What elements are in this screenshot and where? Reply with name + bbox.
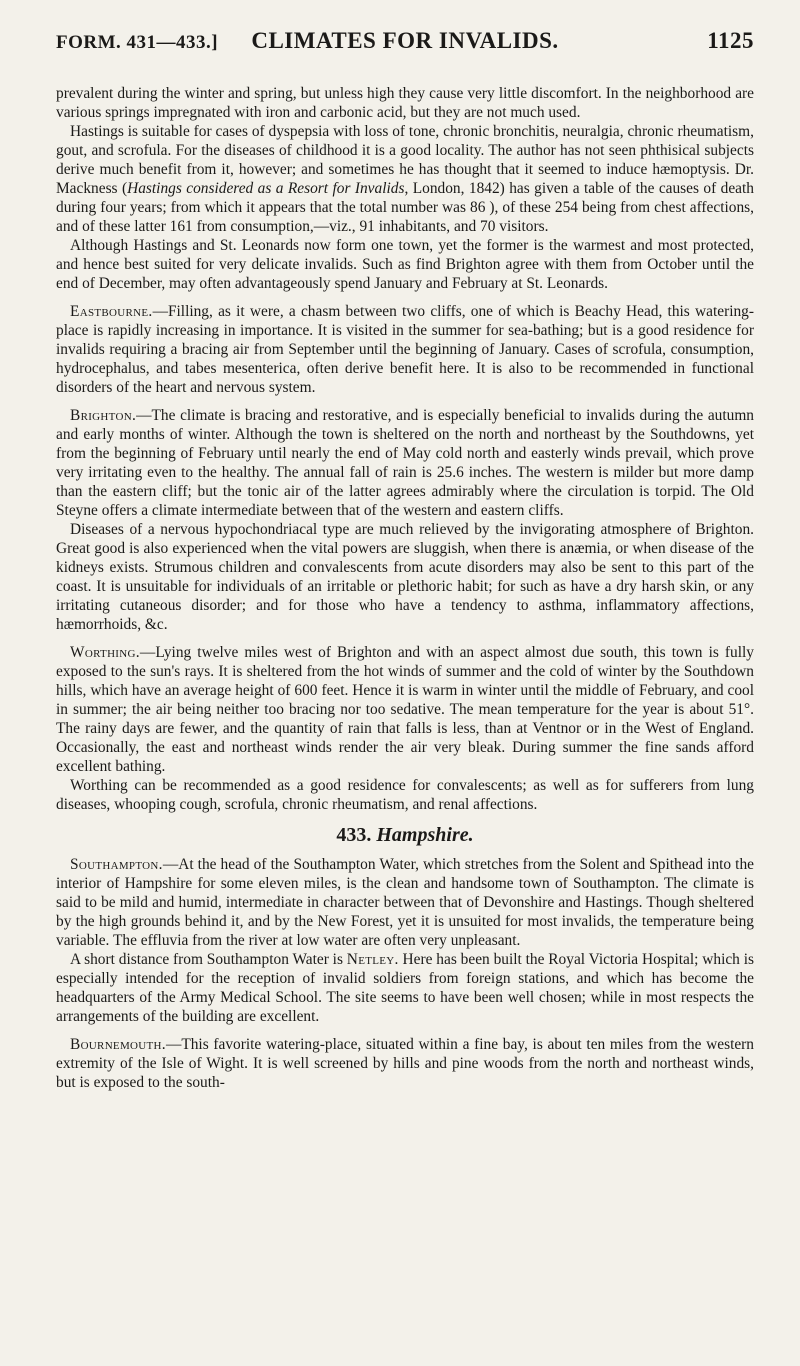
section-name: Hampshire. (376, 824, 474, 846)
hastings-text-a: Hastings is suitable for cases of dyspepsia with loss of tone, chronic bronchitis, neuralgia, chronic rheumatism, gout, and scrofula. For the diseases of childhood it is a good locality. The author has not seen phthisical subjects derive much benefit from it, however; and sometimes he has thought that it seemed to induce hæmoptysis. Dr. Mackness ( (56, 123, 754, 197)
worthing-heading: Worthing. (70, 644, 140, 661)
hastings-text-b: , London, 1842) has given a table of the causes of death during four years; from which it appears that the total number was 86 ), of these 254 being from chest affections, and of these latter 161 from consumption,—viz., 91 inhabitants, and 70 visitors. (56, 180, 754, 235)
hastings-citation: Hastings considered as a Resort for Invalids (127, 180, 405, 197)
netley-name: Netley. (346, 951, 399, 968)
paragraph-worthing-recommend: Worthing can be recommended as a good residence for convalescents; as well as for sufferers from lung diseases, whooping cough, scrofula, chronic rheumatism, and renal affections. (56, 777, 754, 813)
paragraph-bournemouth (56, 1035, 754, 1092)
eastbourne-text: —Filling, as it were, a chasm between two cliffs, one of which is Beachy Head, this watering-place is rapidly increasing in importance. It is visited in the summer for sea-bathing; but is a good residence for invalids requiring a bracing air from September until the beginning of January. Cases of scrofula, consumption, hydrocephalus, and tabes mesenterica, often derive benefit here. It is also to be recommended in functional disorders of the heart and nervous system. (56, 303, 754, 396)
header-form-range: FORM. 431—433.] (56, 32, 219, 53)
paragraph-southampton (56, 855, 754, 950)
header-page-number: 1125 (707, 28, 754, 53)
worthing-text: —Lying twelve miles west of Brighton and with an aspect almost due south, this town is fully exposed to the sun's rays. It is sheltered from the hot winds of summer and the cold of winter by the Southdown hills, which have an average height of 600 feet. Hence it is warm in winter until the middle of February, and cool in summer; the air being neither too bracing nor too sedative. The mean temperature for the year is about 51°. The rainy days are fewer, and the quantity of rain that falls is less, than at Ventnor or in the West of England. Occasionally, the east and northeast winds render the air very bleak. During summer the fine sands afford excellent bathing. (56, 644, 754, 775)
paragraph-brighton (56, 406, 754, 520)
paragraph-st-leonards: Although Hastings and St. Leonards now form one town, yet the former is the warmest and most protected, and hence best suited for very delicate invalids. Such as find Brighton agree with them from October until the end of December, may often advantageously spend January and February at St. Leonards. (56, 237, 754, 292)
paragraph-continuation: prevalent during the winter and spring, but unless high they cause very little discomfort. In the neighborhood are various springs impregnated with iron and carbonic acid, but they are not much used. (56, 85, 754, 121)
paragraph-worthing (56, 643, 754, 776)
paragraph-eastbourne (56, 302, 754, 397)
section-number: 433. (336, 824, 372, 846)
brighton-heading: Brighton. (70, 407, 137, 424)
paragraph-brighton-diseases: Diseases of a nervous hypochondriacal type are much relieved by the invigorating atmosphere of Brighton. Great good is also experienced when the vital powers are sluggish, when there is anæmia, or when disease of the kidneys exists. Strumous children and convalescents from acute disorders may also be sent to this part of the coast. It is unsuitable for individuals of an irritable or plethoric habit; for such as have a dry harsh skin, or any irritating cutaneous disorder; and for those who have a tendency to asthma, inflammatory affections, hæmorrhoids, &c. (56, 521, 754, 633)
netley-text-b: Here has been built the Royal Victoria Hospital; which is especially intended for the reception of invalid soldiers from foreign stations, and which has become the headquarters of the Army Medical School. The site seems to have been well chosen; while in most respects the arrangements of the building are excellent. (56, 951, 754, 1025)
netley-text-a: A short distance from Southampton Water is (70, 951, 347, 968)
bournemouth-text: —This favorite watering-place, situated within a fine bay, is about ten miles from the western extremity of the Isle of Wight. It is well screened by hills and pine woods from the north and northeast winds, but is exposed to the south- (56, 1036, 754, 1091)
paragraph-netley (56, 950, 754, 1026)
bournemouth-heading: Bournemouth. (70, 1036, 166, 1053)
eastbourne-heading: Eastbourne. (70, 303, 153, 320)
page-body (56, 84, 754, 1092)
brighton-text: —The climate is bracing and restorative, and is especially beneficial to invalids during the autumn and early months of winter. Although the town is sheltered on the north and northeast by the Southdowns, yet from the beginning of February until nearly the end of May cold north and easterly winds prevail, which prove very irritating even to the healthy. The annual fall of rain is 25.6 inches. The western is milder but more damp than the eastern cliff; but the tonic air of the latter agrees admirably where the circulation is torpid. The Old Steyne offers a climate intermediate between that of the western and eastern cliffs. (56, 407, 754, 519)
paragraph-hastings (56, 122, 754, 236)
southampton-text: —At the head of the Southampton Water, which stretches from the Solent and Spithead into the interior of Hampshire for some eleven miles, is the clean and handsome town of Southampton. The climate is said to be mild and humid, intermediate in character between that of Devonshire and Hastings. Though sheltered by the high grounds behind it, and by the New Forest, yet it is unsuited for most invalids, the temperature being variable. The effluvia from the river at low water are often very unpleasant. (56, 856, 754, 949)
running-header (56, 28, 754, 64)
header-title: CLIMATES FOR INVALIDS. (251, 28, 559, 53)
section-heading-hampshire (56, 826, 754, 845)
southampton-heading: Southampton. (70, 856, 163, 873)
